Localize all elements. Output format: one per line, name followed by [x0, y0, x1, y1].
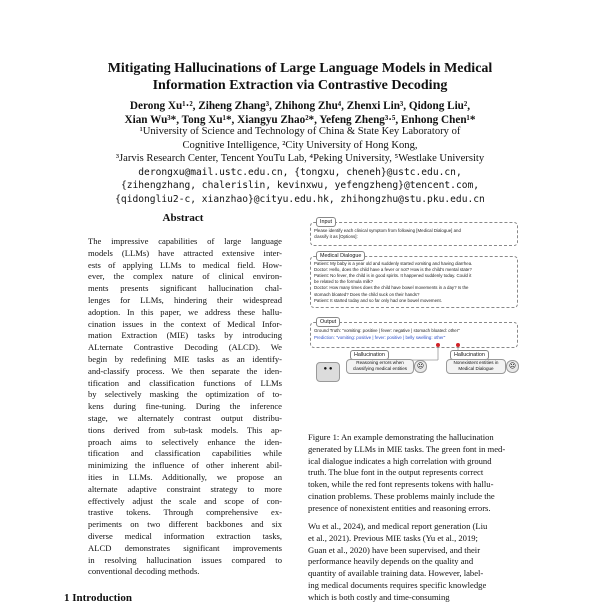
dialogue-line: Doctor: Hello, does the child have a fever or not? How is the child's mental state? [314, 267, 472, 273]
abstract-line: The impressive capabilities of large language [88, 236, 282, 246]
abstract-line: in resolving hallucination issues compared to [88, 554, 282, 565]
body-line: ing medical documents requires specific knowledge [308, 579, 487, 590]
marker-belly [456, 343, 460, 347]
body-line: quantity of available training data. However, label- [308, 568, 484, 579]
author-list [0, 99, 600, 127]
caption-line: Figure 1: An example demonstrating the hallucination [308, 432, 494, 442]
abstract-line: adoption. In this paper, we address these hallu- [88, 306, 282, 317]
input-text-line-2: classify it as [Options]: [314, 234, 358, 239]
title-line-2: Information Extraction via Contrastive Decoding [152, 78, 448, 93]
hallucination-reasoning-box [346, 359, 414, 374]
hallucination-tag-2: Hallucination [450, 350, 489, 360]
hallucination-tag-1: Hallucination [350, 350, 389, 360]
abstract-line: alternate adaptive constraint strategy to more [88, 483, 282, 494]
dialogue-line: Doctor: How many times does the child have bowel movements in a day? Is the [314, 285, 469, 291]
body-line: Guan et al., 2020) have been supervised, and their [308, 544, 481, 555]
sad-face-icon-1: ☹ [414, 360, 427, 373]
abstract-line: mation Extraction (MIE) tasks by introducing [88, 330, 282, 341]
body-line: Wu et al., 2024), and medical report generation (Liu [308, 521, 488, 531]
abstract-line: ments presents significant hallucination chal- [88, 283, 282, 294]
abstract-line: stage, we alternately contrast output distribu- [88, 412, 282, 423]
abstract-line: tions derived from sub-task models. This ap- [88, 424, 282, 435]
halluc1-line-1: Reasoning errors when [356, 360, 404, 365]
abstract-line: diverse medical information extraction tasks, [88, 530, 282, 541]
abstract-line: cination issues in the context of Medical Infor- [88, 318, 282, 329]
caption-line: generated by LLMs in MIE tasks. The green font in med- [308, 443, 506, 454]
body-text [308, 521, 520, 604]
email-line-1: derongxu@mail.ustc.edu.cn, {tongxu, cheneh}@ustc.edu.cn, [138, 166, 462, 178]
abstract-line: models (LLMs) have attracted extensive inter- [88, 247, 282, 258]
caption-line: presence of nonexistent entities and reasoning errors. [308, 502, 491, 513]
caption-line: cination problems. These problems mainly include the [308, 490, 495, 501]
affiliation-line-3: ³Jarvis Research Center, Tencent YouTu Lab, ⁴Peking University, ⁵Westlake University [115, 153, 485, 165]
abstract-line: trastive tokens. Through comprehensive ex- [88, 507, 282, 518]
dialogue-line: be related to the formula milk? [314, 279, 374, 285]
output-tag: Output [316, 317, 340, 327]
prediction-text: Prediction: "vomiting: positive | fever: positive | belly swelling: other" [314, 335, 446, 340]
authors-line-2: Xian Wu³*, Tong Xu¹*, Xiangyu Zhao²*, Yefeng Zheng³·⁵, Enhong Chen¹* [124, 114, 476, 126]
abstract-line: minimizing the influence of other inherent abil- [88, 460, 282, 471]
abstract-line: ities in LLMs. Additionally, we propose an [88, 471, 282, 482]
abstract-line: effectively adjust the scale and scope of con- [88, 495, 282, 506]
halluc2-line-2: Medical Dialogue [458, 366, 494, 371]
halluc2-line-1: Nonexistent entities in [453, 360, 499, 365]
abstract-body [88, 236, 282, 578]
abstract-line: tification and classification functions of LLMs [88, 377, 282, 388]
abstract-line: periments on two different backbones and six [88, 519, 282, 530]
caption-line: token, while the red font represents tokens with hallu- [308, 479, 494, 490]
abstract-line: ALternate Contrastive Decoding (ALCD). We [88, 342, 282, 353]
robot-icon [316, 362, 340, 382]
caption-line: ical dialogue indicates a high correlation with ground [308, 455, 492, 466]
dialogue-line: Patient: My baby is a year old and suddenly started vomiting and having diarrhea. [314, 261, 473, 266]
body-line: which is both costly and time-consuming [308, 591, 450, 602]
paper-title [0, 60, 600, 94]
affiliation-line-1: ¹University of Science and Technology of China & State Key Laboratory of [139, 126, 461, 137]
hallucination-nonexistent-box [446, 359, 506, 374]
section-heading-introduction: 1 Introduction [64, 592, 132, 604]
figure-caption [308, 432, 520, 515]
abstract-line: proach aims to selectively enhance the iden- [88, 436, 282, 447]
affiliation-line-2: Cognitive Intelligence, ²City University of Hong Kong, [182, 139, 418, 151]
halluc1-line-2: classifying medical entities [352, 366, 408, 371]
abstract-line: tification and classification capabilities while [88, 448, 282, 459]
abstract-line: lenges for LLMs, hindering their widespread [88, 294, 282, 305]
dialogue-line: stomach bloated? Does the child suck on their hands? [314, 291, 420, 297]
dialogue-tag: Medical Dialogue [316, 251, 365, 261]
sad-face-icon-2: ☹ [506, 360, 519, 373]
abstract-line: conventional decoding methods. [88, 566, 200, 577]
title-line-1: Mitigating Hallucinations of Large Language Models in Medical [107, 61, 493, 76]
dialogue-line: Patient: No fever, the child is in good spirits. It happened suddenly today. Could it [314, 273, 472, 279]
abstract-line: begin by redefining MIE tasks as an identify- [88, 353, 282, 364]
abstract-heading: Abstract [162, 212, 204, 224]
abstract-line: ests of applying LLMs to medical field. How- [88, 259, 282, 270]
abstract-line: by selectively masking the optimization of to- [88, 389, 282, 400]
robot-eyes-icon: ● ● [323, 366, 333, 372]
email-line-2: {zihengzhang, chalerislin, kevinxwu, yefengzheng}@tencent.com, [120, 180, 480, 192]
email-line-3: {qidongliu2-c, xianzhao}@cityu.edu.hk, zhihongzhu@stu.pku.edu.cn [115, 193, 485, 205]
input-text-line-1: Please identify each clinical symptom from following [Medical Dialogue] and [314, 228, 461, 233]
marker-fever [436, 343, 440, 347]
ground-truth-text: Ground Truth: "vomiting: positive | fever: negative | stomach bloated: other" [314, 328, 460, 333]
connector-lines [308, 214, 520, 424]
dialogue-line: Patient: It started today and so far only had one bowel movement. [314, 297, 442, 303]
abstract-line: kens during fine-tuning. During the inference [88, 401, 282, 412]
abstract-line: ever, the complex nature of clinical environ- [88, 271, 282, 282]
authors-line-1: Derong Xu¹·², Ziheng Zhang³, Zhihong Zhu⁴, Zhenxi Lin³, Qidong Liu², [129, 100, 471, 112]
figure-1 [308, 214, 520, 424]
abstract-line: and-classify process. We then separate the iden- [88, 365, 282, 376]
affiliations [0, 125, 600, 207]
body-line: performance heavily depends on the quality and [308, 556, 474, 567]
body-line: et al., 2021). Previous MIE tasks (Yu et al., 2019; [308, 532, 478, 543]
input-tag: Input [316, 217, 336, 227]
abstract-line: ALCD demonstrates significant improvements [88, 542, 282, 553]
caption-line: truth. The blue font in the output represents correct [308, 467, 484, 478]
